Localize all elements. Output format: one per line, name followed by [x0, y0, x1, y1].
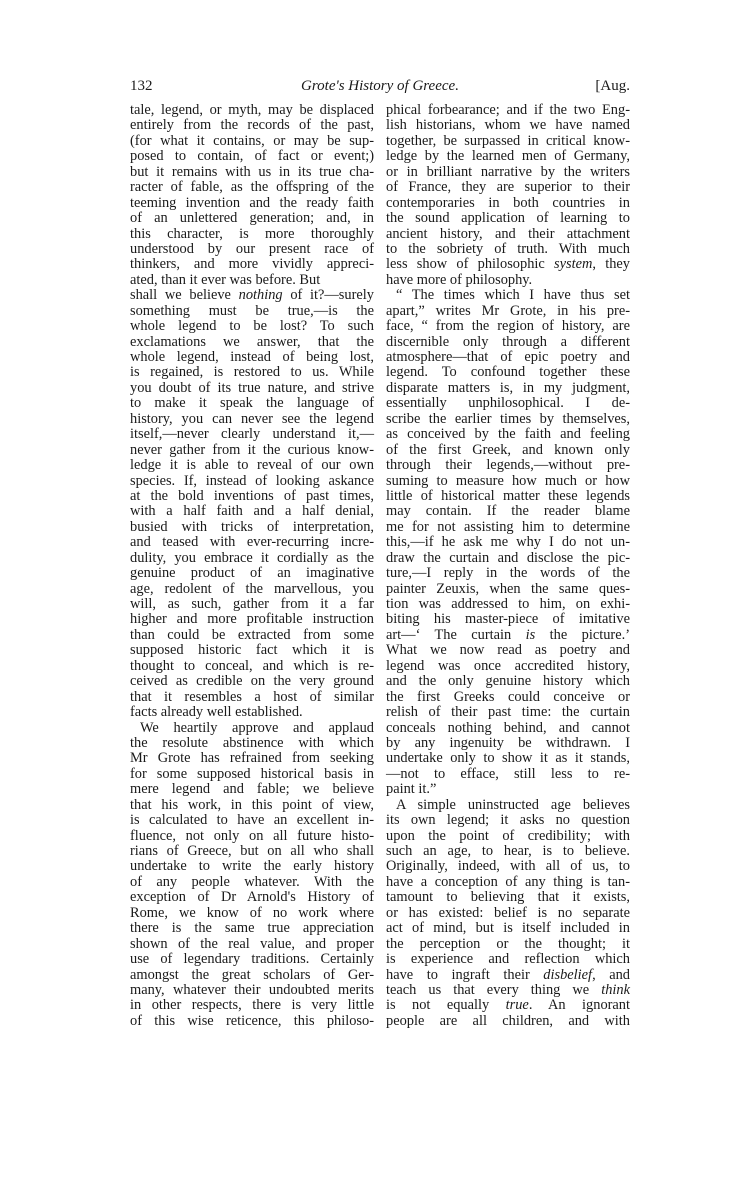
text-line: lish historians, whom we have named: [386, 117, 630, 134]
text-line: amongst the great scholars of Ger-: [130, 966, 374, 983]
text-line: age, redolent of the marvellous, you: [130, 580, 374, 597]
italic-text: true: [505, 997, 529, 1014]
text-line: by any ingenuity be withdrawn. I: [386, 734, 630, 751]
text-line: understood by our present race of: [130, 240, 374, 257]
text-line: of any people whatever. With the: [130, 873, 374, 890]
text-line: [386, 968, 630, 983]
text-line: of an unlettered generation; and, in: [130, 210, 374, 227]
italic-text: system: [554, 256, 593, 273]
text-line: teeming invention and the ready faith: [130, 194, 374, 211]
text-line: with a half faith and a half denial,: [130, 503, 374, 520]
text-line: together, be surpassed in critical know-: [386, 132, 630, 149]
text-line: tamount to believing that it exists,: [386, 889, 630, 906]
text-line: the resolute abstinence with which: [130, 734, 374, 751]
text-line: act of mind, but is itself included in: [386, 920, 630, 937]
text-line: phical forbearance; and if the two Eng-: [386, 102, 630, 118]
text-line: supposed historic fact which it is: [130, 642, 374, 659]
text-line: upon the point of credibility; with: [386, 827, 630, 844]
text-line: tale, legend, or myth, may be displaced: [130, 102, 374, 118]
text-line: posed to contain, of fact or event;): [130, 148, 374, 165]
text-line: relish of their past time: the curtain: [386, 704, 630, 721]
text-line: legend. To confound together these: [386, 364, 630, 381]
page-number: 132: [130, 78, 153, 94]
date-mark: [Aug.: [595, 78, 630, 94]
text-line: and teased with ever-recurring incre-: [130, 534, 374, 551]
text-line: of this wise reticence, this philoso-: [130, 1012, 374, 1029]
text-line: apart,” writes Mr Grote, in his pre-: [386, 302, 630, 319]
text-line: thought to conceal, and which is re-: [130, 657, 374, 674]
text-line: use of legendary traditions. Certainly: [130, 951, 374, 968]
text-line: discernible only through a different: [386, 333, 630, 350]
text-segment: , they: [592, 256, 630, 273]
text-line: ture,—I reply in the words of the: [386, 565, 630, 582]
text-line: have a conception of any thing is tan-: [386, 873, 630, 890]
text-line: this,—if he ask me why I do not un-: [386, 534, 630, 551]
right-column: [386, 103, 630, 1029]
text-line: “ The times which I have thus set: [396, 287, 630, 304]
text-line: its own legend; it asks no question: [386, 812, 630, 829]
text-segment: have to ingraft their: [386, 966, 544, 983]
text-line: —not to efface, still less to re-: [386, 765, 630, 782]
text-line: mere legend and fable; we believe: [130, 781, 374, 798]
text-line: is calculated to have an excellent in-: [130, 812, 374, 829]
text-line: people are all children, and with: [386, 1012, 630, 1029]
text-line: genuine product of an imaginative: [130, 565, 374, 582]
text-line: [386, 998, 630, 1013]
text-line: [386, 983, 630, 998]
text-line: exception of Dr Arnold's History of: [130, 889, 374, 906]
text-line: may contain. If the reader blame: [386, 503, 630, 520]
text-line: tion was addressed to him, on exhi-: [386, 596, 630, 612]
text-line: of France, they are superior to their: [386, 179, 630, 196]
text-line: conceals nothing behind, and cannot: [386, 719, 630, 736]
text-segment: of it?—surely: [282, 287, 374, 304]
text-line: ated, than it ever was before. But: [130, 271, 321, 288]
text-line: that his work, in this point of view,: [130, 796, 374, 813]
text-line: or in brilliant narrative by the writers: [386, 163, 630, 180]
text-line: you doubt of its true nature, and strive: [130, 379, 374, 396]
text-line: painter Zeuxis, when the same ques-: [386, 580, 630, 597]
text-line: ledge it is able to reveal of our own: [130, 457, 374, 474]
text-line: rians of Greece, but on all who shall: [130, 843, 374, 859]
text-line: [386, 257, 630, 272]
text-line: entirely from the records of the past,: [130, 117, 374, 134]
text-line: racter of fable, as the offspring of the: [130, 179, 374, 196]
text-line: thinkers, and more vividly appreci-: [130, 256, 374, 273]
text-line: will, as such, gather from it a far: [130, 596, 374, 612]
text-line: the perception or the thought; it: [386, 935, 630, 952]
text-line: contemporaries in both countries in: [386, 194, 630, 211]
text-line: history, you can never see the legend: [130, 410, 374, 427]
text-line: higher and more profitable instruction: [130, 611, 374, 628]
text-line: this character, is more thoroughly: [130, 225, 374, 242]
italic-text: nothing: [238, 287, 283, 304]
text-line: and the only genuine history which: [386, 673, 630, 690]
text-line: [386, 628, 630, 643]
text-line: or has existed: belief is no separate: [386, 904, 630, 921]
text-line: exclamations we answer, that the: [130, 333, 374, 350]
text-line: is experience and reflection which: [386, 951, 630, 968]
text-line: of the first Greek, and known only: [386, 441, 630, 458]
text-line: the sound application of learning to: [386, 210, 630, 227]
left-column: [130, 103, 374, 1029]
text-line: We heartily approve and applaud: [140, 719, 374, 736]
text-line: suming to measure how much or how: [386, 472, 630, 489]
text-line: disparate matters is, in my judgment,: [386, 379, 630, 396]
text-line: little of historical matter these legends: [386, 487, 630, 504]
text-line: draw the curtain and disclose the pic-: [386, 549, 630, 566]
text-line: shown of the real value, and proper: [130, 935, 374, 952]
text-line: whole legend to be lost? To such: [130, 318, 374, 335]
text-line: paint it.”: [386, 781, 437, 798]
text-line: the first Greeks could conceive or: [386, 688, 630, 705]
text-line: Originally, indeed, with all of us, to: [386, 858, 630, 875]
text-line: such an age, to hear, is to believe.: [386, 843, 630, 859]
text-segment: is not equally: [386, 997, 506, 1014]
text-line: to the sobriety of truth. With much: [386, 240, 630, 257]
text-line: fluence, not only on all future histo-: [130, 827, 374, 844]
text-line: never gather from it the curious know-: [130, 441, 374, 458]
text-line: What we now read as poetry and: [386, 642, 630, 659]
text-line: ancient history, and their attachment: [386, 225, 630, 242]
text-line: is regained, is restored to us. While: [130, 364, 374, 381]
text-line: than could be extracted from some: [130, 626, 374, 643]
italic-text: disbelief: [543, 966, 593, 983]
text-segment: . An ignorant: [528, 997, 631, 1014]
text-segment: , and: [592, 966, 630, 983]
text-line: that it resembles a host of similar: [130, 688, 374, 705]
text-line: scribe the earlier times by themselves,: [386, 410, 630, 427]
text-line: species. If, instead of looking askance: [130, 472, 374, 489]
text-line: [130, 288, 374, 303]
text-line: facts already well established.: [130, 704, 303, 721]
italic-text: is: [525, 626, 536, 643]
text-line: A simple uninstructed age believes: [396, 796, 630, 813]
text-line: have more of philosophy.: [386, 271, 533, 288]
text-segment: the picture.’: [535, 626, 630, 643]
text-line: as conceived by the faith and feeling: [386, 426, 630, 443]
text-line: biting his master-piece of imitative: [386, 611, 630, 628]
text-line: atmosphere—that of epic poetry and: [386, 349, 630, 365]
text-line: dulity, you embrace it cordially as the: [130, 549, 374, 566]
text-line: something must be true,—is the: [130, 302, 374, 319]
text-segment: art—‘ The curtain: [386, 626, 526, 643]
running-header: [130, 78, 630, 98]
text-line: there is the same true appreciation: [130, 920, 374, 937]
text-line: at the bold inventions of past times,: [130, 487, 374, 504]
text-segment: less show of philosophic: [386, 256, 555, 273]
text-line: itself,—never clearly understand it,—: [130, 426, 374, 443]
text-line: essentially unphilosophical. I de-: [386, 395, 630, 412]
text-line: undertake only to show it as it stands,: [386, 750, 630, 767]
text-segment: teach us that every thing we: [386, 981, 602, 998]
text-line: ceived as credible on the very ground: [130, 673, 374, 690]
running-title: Grote's History of Greece.: [301, 78, 459, 94]
text-line: Mr Grote has refrained from seeking: [130, 750, 374, 767]
text-line: but it remains with us in its true cha-: [130, 163, 374, 180]
text-line: many, whatever their undoubted merits: [130, 981, 374, 998]
text-line: Rome, we know of no work where: [130, 904, 374, 921]
text-line: (for what it contains, or may be sup-: [130, 132, 374, 149]
text-line: undertake to write the early history: [130, 858, 374, 875]
text-line: to make it speak the language of: [130, 395, 374, 412]
text-line: through their legends,—without pre-: [386, 457, 630, 474]
text-line: for some supposed historical basis in: [130, 765, 374, 782]
text-line: whole legend, instead of being lost,: [130, 349, 374, 365]
italic-text: think: [601, 981, 630, 998]
text-line: me for not assisting him to determine: [386, 518, 630, 535]
text-segment: shall we believe: [130, 287, 239, 304]
text-line: legend was once accredited history,: [386, 657, 630, 674]
text-line: ledge by the learned men of Germany,: [386, 148, 630, 165]
text-line: in other respects, there is very little: [130, 997, 374, 1014]
text-line: face, “ from the region of history, are: [386, 318, 630, 335]
text-line: busied with tricks of interpretation,: [130, 518, 374, 535]
